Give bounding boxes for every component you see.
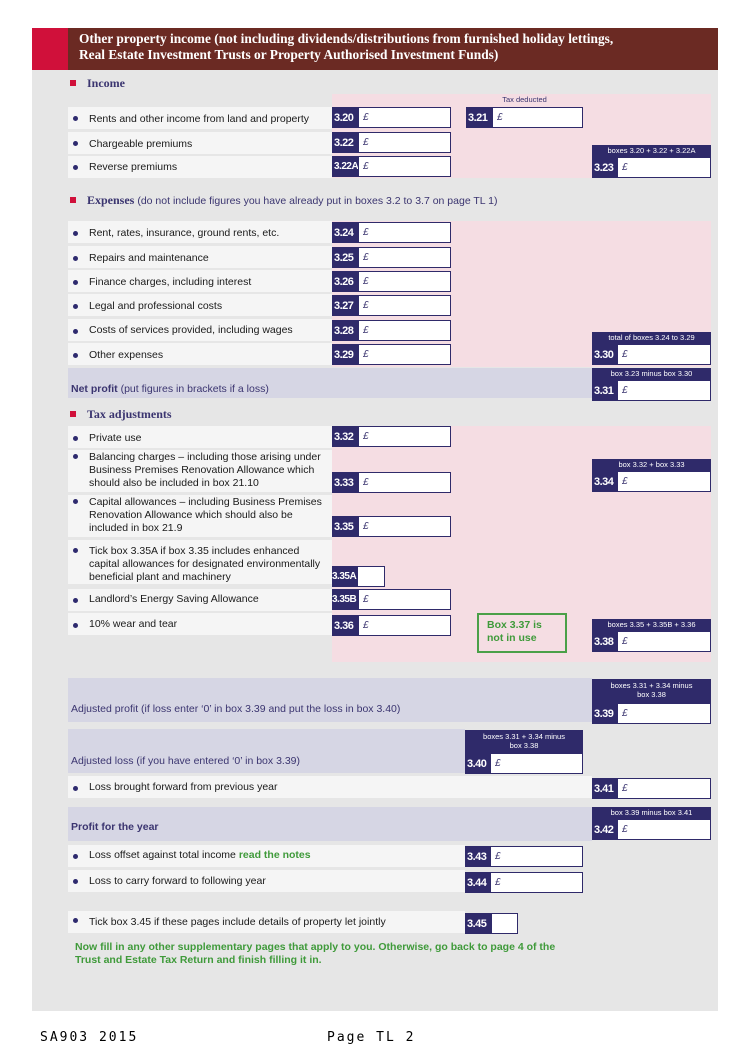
field-3-25[interactable]: £ [358, 247, 451, 268]
field-3-32[interactable]: £ [358, 426, 451, 447]
field-3-35[interactable]: £ [358, 516, 451, 537]
box-number-3-38: 3.38 [592, 631, 617, 652]
checkbox-3-45[interactable] [491, 913, 518, 934]
bullet-icon [73, 436, 78, 441]
row-label-3-24: Rent, rates, insurance, ground rents, etc. [89, 227, 280, 239]
row-label-3-35a: Tick box 3.35A if box 3.35 includes enhanced capital allowances for designated environmentally beneficial plant and machinery [89, 545, 321, 583]
field-3-36[interactable]: £ [358, 615, 451, 636]
box-number-3-20: 3.20 [332, 107, 358, 128]
net-profit-caption: box 3.23 minus box 3.30 [592, 368, 711, 380]
section-header [68, 28, 718, 70]
field-3-26[interactable]: £ [358, 271, 451, 292]
row-label-3-20: Rents and other income from land and property [89, 113, 310, 125]
bullet-icon [73, 454, 78, 459]
field-3-21[interactable]: £ [492, 107, 583, 128]
allowances-total-caption: boxes 3.35 + 3.35B + 3.36 [592, 619, 711, 631]
bullet-icon [73, 141, 78, 146]
bullet-icon [73, 623, 78, 628]
row-label-3-22a: Reverse premiums [89, 161, 178, 173]
bullet-icon [73, 879, 78, 884]
bullet-icon [73, 548, 78, 553]
field-3-34[interactable]: £ [617, 471, 711, 492]
field-3-44[interactable]: £ [490, 872, 583, 893]
adjusted-loss-label: Adjusted loss (if you have entered ‘0’ in box 3.39) [71, 755, 300, 767]
field-3-24[interactable]: £ [358, 222, 451, 243]
box-number-3-43: 3.43 [465, 846, 490, 867]
row-label-3-33: Balancing charges – including those arising under Business Premises Renovation Allowance which should also be included in box 21.10 [89, 451, 321, 489]
profit-year-label: Profit for the year [71, 821, 159, 833]
field-3-30[interactable]: £ [617, 344, 711, 365]
box-number-3-26: 3.26 [332, 271, 358, 292]
box-number-3-32: 3.32 [332, 426, 358, 447]
box-number-3-42: 3.42 [592, 819, 617, 840]
field-3-42[interactable]: £ [617, 819, 711, 840]
box-number-3-33: 3.33 [332, 472, 358, 493]
field-3-39[interactable]: £ [617, 703, 711, 724]
row-label-3-32: Private use [89, 432, 142, 444]
bullet-icon [73, 918, 78, 923]
row-label-3-28: Costs of services provided, including wages [89, 324, 293, 336]
row-label-3-41: Loss brought forward from previous year [89, 781, 278, 793]
row-label-3-26: Finance charges, including interest [89, 276, 252, 288]
form-code: SA903 2015 [40, 1030, 139, 1045]
box-number-3-28: 3.28 [332, 320, 358, 341]
page-number: Page TL 2 [327, 1030, 416, 1045]
field-3-22[interactable]: £ [358, 132, 451, 153]
box-number-3-30: 3.30 [592, 344, 617, 365]
box-number-3-31: 3.31 [592, 380, 617, 401]
field-3-29[interactable]: £ [358, 344, 451, 365]
box-number-3-25: 3.25 [332, 247, 358, 268]
expenses-heading: Expenses (do not include figures you have already put in boxes 3.2 to 3.7 on page TL 1) [70, 193, 498, 208]
box-number-3-34: 3.34 [592, 471, 617, 492]
box-number-3-35a: 3.35A [332, 566, 357, 587]
tax-adjustments-heading: Tax adjustments [70, 407, 172, 422]
box-number-3-22a: 3.22A [332, 156, 358, 177]
row-label-3-44: Loss to carry forward to following year [89, 875, 266, 887]
field-3-43[interactable]: £ [490, 846, 583, 867]
row-label-3-25: Repairs and maintenance [89, 252, 209, 264]
row-label-3-27: Legal and professional costs [89, 300, 223, 312]
bullet-icon [73, 598, 78, 603]
header-line-2: Real Estate Investment Trusts or Property Authorised Investment Funds) [79, 47, 499, 62]
bullet-icon [73, 165, 78, 170]
bullet-icon [73, 280, 78, 285]
field-3-33[interactable]: £ [358, 472, 451, 493]
row-label-3-35: Capital allowances – including Business Premises Renovation Allowance which should also be included in box 21.9 [89, 496, 322, 534]
box-3-37-not-in-use: Box 3.37 is not in use [477, 613, 567, 653]
checkbox-3-35a[interactable] [357, 566, 385, 587]
balancing-total-caption: box 3.32 + box 3.33 [592, 459, 711, 471]
tax-deducted-caption: Tax deducted [502, 95, 547, 104]
row-label-3-43: Loss offset against total income read the notes [89, 849, 311, 861]
bullet-icon [73, 499, 78, 504]
field-3-28[interactable]: £ [358, 320, 451, 341]
total-expenses-caption: total of boxes 3.24 to 3.29 [592, 332, 711, 344]
field-3-23[interactable]: £ [617, 157, 711, 178]
box-number-3-45: 3.45 [465, 913, 491, 934]
bullet-icon [73, 353, 78, 358]
field-3-31[interactable]: £ [617, 380, 711, 401]
box-number-3-21: 3.21 [466, 107, 492, 128]
closing-instructions: Now fill in any other supplementary pages that apply to you. Otherwise, go back to page 4 of the Trust and Estate Tax Return and finish filling it in. [75, 941, 556, 966]
bullet-icon [73, 854, 78, 859]
box-number-3-36: 3.36 [332, 615, 358, 636]
adjusted-profit-caption: boxes 3.31 + 3.34 minus box 3.38 [592, 679, 711, 703]
income-heading: Income [70, 76, 125, 91]
field-3-20[interactable]: £ [358, 107, 451, 128]
row-label-3-45: Tick box 3.45 if these pages include details of property let jointly [89, 916, 386, 928]
box-number-3-44: 3.44 [465, 872, 490, 893]
bullet-icon [73, 304, 78, 309]
header-line-1: Other property income (not including dividends/distributions from furnished holiday lettings, [79, 31, 614, 46]
bullet-icon [73, 116, 78, 121]
field-3-38[interactable]: £ [617, 631, 711, 652]
red-tab [32, 28, 68, 70]
adjusted-profit-label: Adjusted profit (if loss enter ‘0’ in box 3.39 and put the loss in box 3.40) [71, 703, 401, 715]
row-label-3-29: Other expenses [89, 349, 164, 361]
field-3-27[interactable]: £ [358, 295, 451, 316]
box-number-3-35: 3.35 [332, 516, 358, 537]
box-number-3-29: 3.29 [332, 344, 358, 365]
box-number-3-35b: 3.35B [332, 589, 358, 610]
row-label-3-36: 10% wear and tear [89, 618, 178, 630]
box-number-3-24: 3.24 [332, 222, 358, 243]
bullet-icon [73, 786, 78, 791]
box-number-3-22: 3.22 [332, 132, 358, 153]
box-number-3-27: 3.27 [332, 295, 358, 316]
box-number-3-40: 3.40 [465, 753, 490, 774]
read-the-notes-link[interactable]: read the notes [238, 849, 311, 861]
field-3-35b[interactable]: £ [358, 589, 451, 610]
total-income-caption: boxes 3.20 + 3.22 + 3.22A [592, 145, 711, 157]
bullet-icon [73, 231, 78, 236]
adjusted-loss-caption: boxes 3.31 + 3.34 minus box 3.38 [465, 730, 583, 754]
field-3-22a[interactable]: £ [358, 156, 451, 177]
field-3-40[interactable]: £ [490, 753, 583, 774]
row-label-3-22: Chargeable premiums [89, 138, 193, 150]
box-number-3-23: 3.23 [592, 157, 617, 178]
box-number-3-41: 3.41 [592, 778, 617, 799]
row-label-3-35b: Landlord’s Energy Saving Allowance [89, 593, 259, 605]
bullet-icon [73, 329, 78, 334]
field-3-41[interactable]: £ [617, 778, 711, 799]
profit-year-caption: box 3.39 minus box 3.41 [592, 807, 711, 819]
net-profit-label: Net profit (put figures in brackets if a loss) [71, 383, 269, 395]
bullet-icon [73, 256, 78, 261]
box-number-3-39: 3.39 [592, 703, 617, 724]
